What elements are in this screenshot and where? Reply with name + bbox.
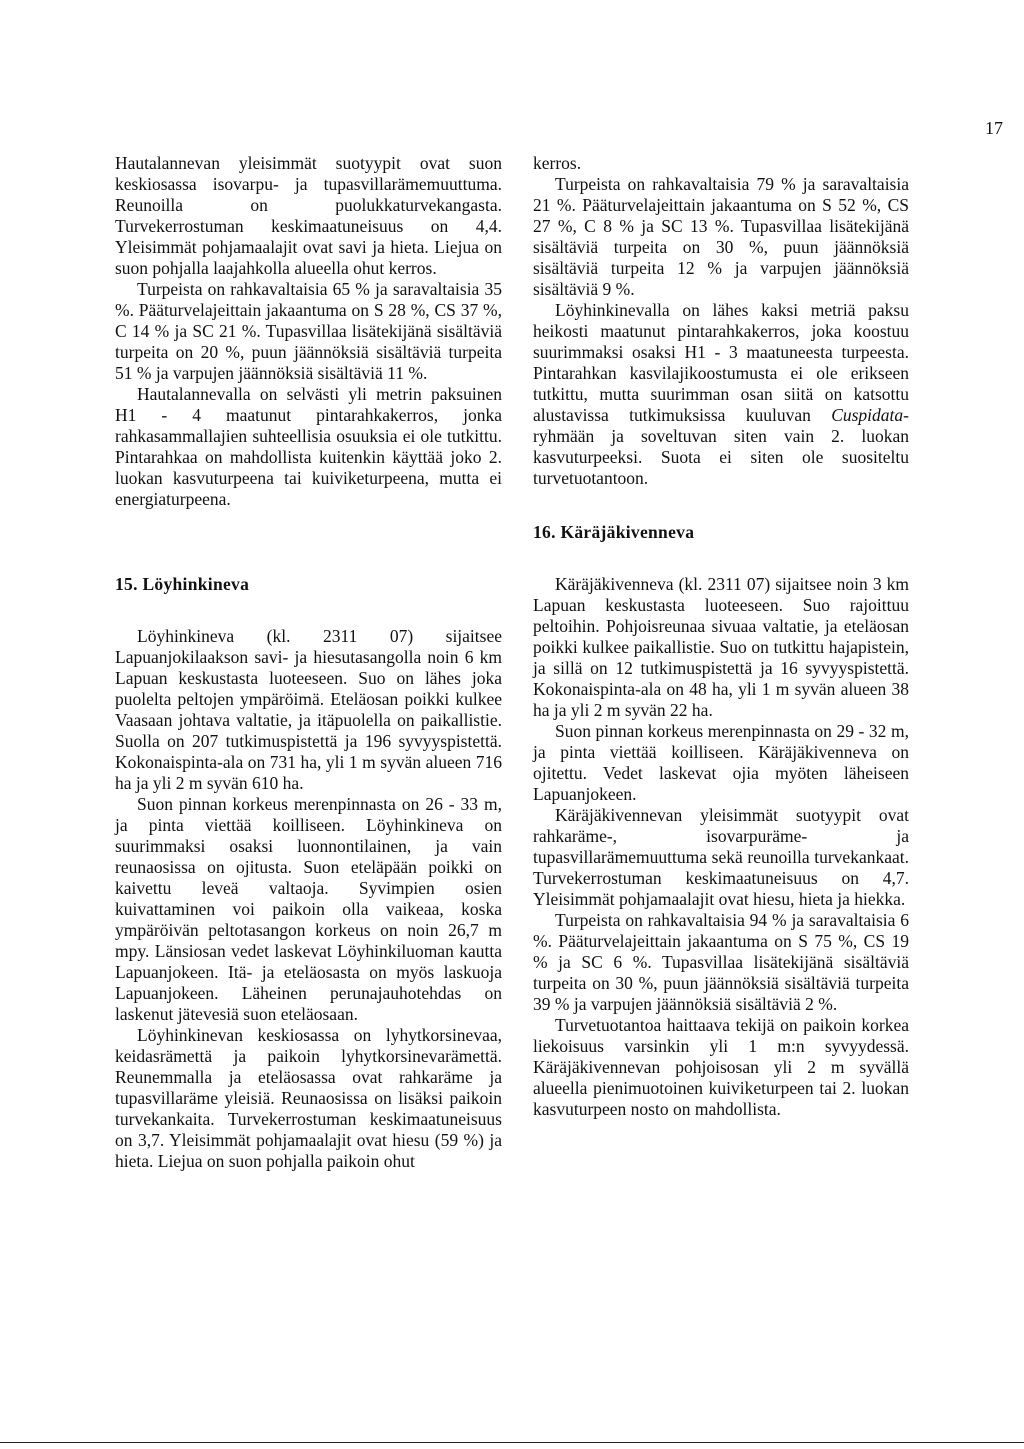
paragraph-text: -ryhmään ja soveltuvan siten vain 2. luokan kasvuturpeeksi. Suota ei siten ole suositeltu turvetuotantoon. (533, 405, 909, 488)
spacer (115, 595, 502, 626)
section-heading-16: 16. Käräjäkivenneva (533, 522, 695, 542)
section-heading-15: 15. Löyhinkineva (115, 574, 250, 594)
spacer (115, 510, 502, 574)
paragraph: Suon pinnan korkeus merenpinnasta on 29 - 32 m, ja pinta viettää koilliseen. Käräjäkivenneva on ojitettu. Vedet laskevat ojia myöten läheiseen Lapuanjokeen. (533, 721, 909, 804)
page-number: 17 (985, 118, 1003, 138)
paragraph: Löyhinkineva (kl. 2311 07) sijaitsee Lapuanjokilaakson savi- ja hiesutasangolla noin 6 km Lapuan keskustasta luoteeseen. Suo on lähes joka puolelta peltojen ympäröimä. Eteläosan poikki kulkee Vaasaan johtava valtatie, ja itäpuolella on paikallistie. Suolla on 207 tutkimuspistettä ja 196 syvyyspistettä. Kokonaispinta-ala on 731 ha, yli 1 m syvän alueen 716 ha ja yli 2 m syvän 610 ha. (115, 626, 502, 793)
spacer (533, 489, 909, 522)
spacer (533, 543, 909, 574)
paragraph: Suon pinnan korkeus merenpinnasta on 26 - 33 m, ja pinta viettää koilliseen. Löyhinkineva on suurimmaksi osaksi luonnontilainen, ja vain reunaosissa on ojitusta. Suon eteläpään poikki on kaivettu leveä valtaoja. Syvimpien osien kuivattaminen voi paikoin olla vaikeaa, koska ympäröivän peltotasangon korkeus on noin 26,7 m mpy. Länsiosan vedet laskevat Löyhinkiluoman kautta Lapuanjokeen. Itä- ja eteläosasta on myös laskuoja Lapuanjokeen. Läheinen perunajauhotehdas on laskenut jätevesiä suon eteläosaan. (115, 794, 502, 1024)
paragraph: kerros. (533, 153, 582, 173)
paragraph (533, 300, 909, 489)
left-column (115, 153, 502, 1172)
paragraph: Käräjäkivennevan yleisimmät suotyypit ovat rahkaräme-, isovarpuräme- ja tupasvillarämemuuttuma sekä reunoilla turvekankaat. Turvekerrostuman keskimaatuneisuus on 4,7. Yleisimmät pohjamaalajit ovat hiesu, hieta ja hiekka. (533, 805, 909, 909)
italic-term: Cuspidata (831, 405, 904, 425)
paragraph-text: Löyhinkinevalla on lähes kaksi metriä paksu heikosti maatunut pintarahkakerros, joka koostuu suurimmaksi osaksi H1 - 3 maatuneesta turpeesta. Pintarahkan kasvilajikoostumusta ei ole erikseen tutkittu, mutta suurimman osan siitä on katsottu alustavissa tutkimuksissa kuuluvan (533, 300, 909, 425)
paragraph: Turpeista on rahkavaltaisia 65 % ja saravaltaisia 35 %. Pääturvelajeittain jakaantuma on S 28 %, CS 37 %, C 14 % ja SC 21 %. Tupasvillaa lisätekijänä sisältäviä turpeita on 20 %, puun jäännöksiä sisältäviä turpeita 51 % ja varpujen jäännöksiä sisältäviä 11 %. (115, 279, 502, 383)
paragraph: Hautalannevan yleisimmät suotyypit ovat suon keskiosassa isovarpu- ja tupasvillarämemuuttuma. Reunoilla on puolukkaturvekangasta. Turvekerrostuman keskimaatuneisuus on 4,4. Yleisimmät pohjamaalajit ovat savi ja hieta. Liejua on suon pohjalla laajahkolla alueella ohut kerros. (115, 153, 502, 278)
paragraph: Löyhinkinevan keskiosassa on lyhytkorsinevaa, keidasrämettä ja paikoin lyhytkorsinevarämettä. Reunemmalla ja eteläosassa ovat rahkaräme ja tupasvillaräme yleisiä. Reunaosissa on lisäksi paikoin turvekankaita. Turvekerrostuman keskimaatuneisuus on 3,7. Yleisimmät pohjamaalajit ovat hiesu (59 %) ja hieta. Liejua on suon pohjalla paikoin ohut (115, 1025, 502, 1171)
bottom-rule (0, 1442, 1024, 1443)
paragraph: Hautalannevalla on selvästi yli metrin paksuinen H1 - 4 maatunut pintarahkakerros, jonka rahkasammallajien suhteellisia osuuksia ei ole tutkittu. Pintarahkaa on mahdollista kuitenkin käyttää joko 2. luokan kasvuturpeena tai kuiviketurpeena, mutta ei energiaturpeena. (115, 384, 502, 509)
paragraph: Turvetuotantoa haittaava tekijä on paikoin korkea liekoisuus varsinkin yli 1 m:n syvyydessä. Käräjäkivennevan pohjoisosan yli 2 m syvällä alueella pienimuotoinen kuiviketurpeen tai 2. luokan kasvuturpeen nosto on mahdollista. (533, 1015, 909, 1119)
paragraph: Käräjäkivenneva (kl. 2311 07) sijaitsee noin 3 km Lapuan keskustasta luoteeseen. Suo rajoittuu peltoihin. Pohjoisreunaa sivuaa valtatie, ja eteläosan poikki kulkee paikallistie. Suo on tutkittu hajapistein, ja sillä on 12 tutkimuspistettä ja 16 syvyyspistettä. Kokonaispinta-ala on 48 ha, yli 1 m syvän alueen 38 ha ja yli 2 m syvän 22 ha. (533, 574, 909, 720)
paragraph: Turpeista on rahkavaltaisia 79 % ja saravaltaisia 21 %. Pääturvelajeittain jakaantuma on S 52 %, CS 27 %, C 8 % ja SC 13 %. Tupasvillaa lisätekijänä sisältäviä turpeita on 30 %, puun jäännöksiä sisältäviä turpeita 12 % ja varpujen jäännöksiä sisältäviä 9 %. (533, 174, 909, 299)
right-column (533, 153, 909, 1120)
paragraph: Turpeista on rahkavaltaisia 94 % ja saravaltaisia 6 %. Pääturvelajeittain jakaantuma on S 75 %, CS 19 % ja SC 6 %. Tupasvillaa lisätekijänä sisältäviä turpeita on 30 %, puun jäännöksiä sisältäviä turpeita 39 % ja varpujen jäännöksiä sisältäviä 2 %. (533, 910, 909, 1014)
